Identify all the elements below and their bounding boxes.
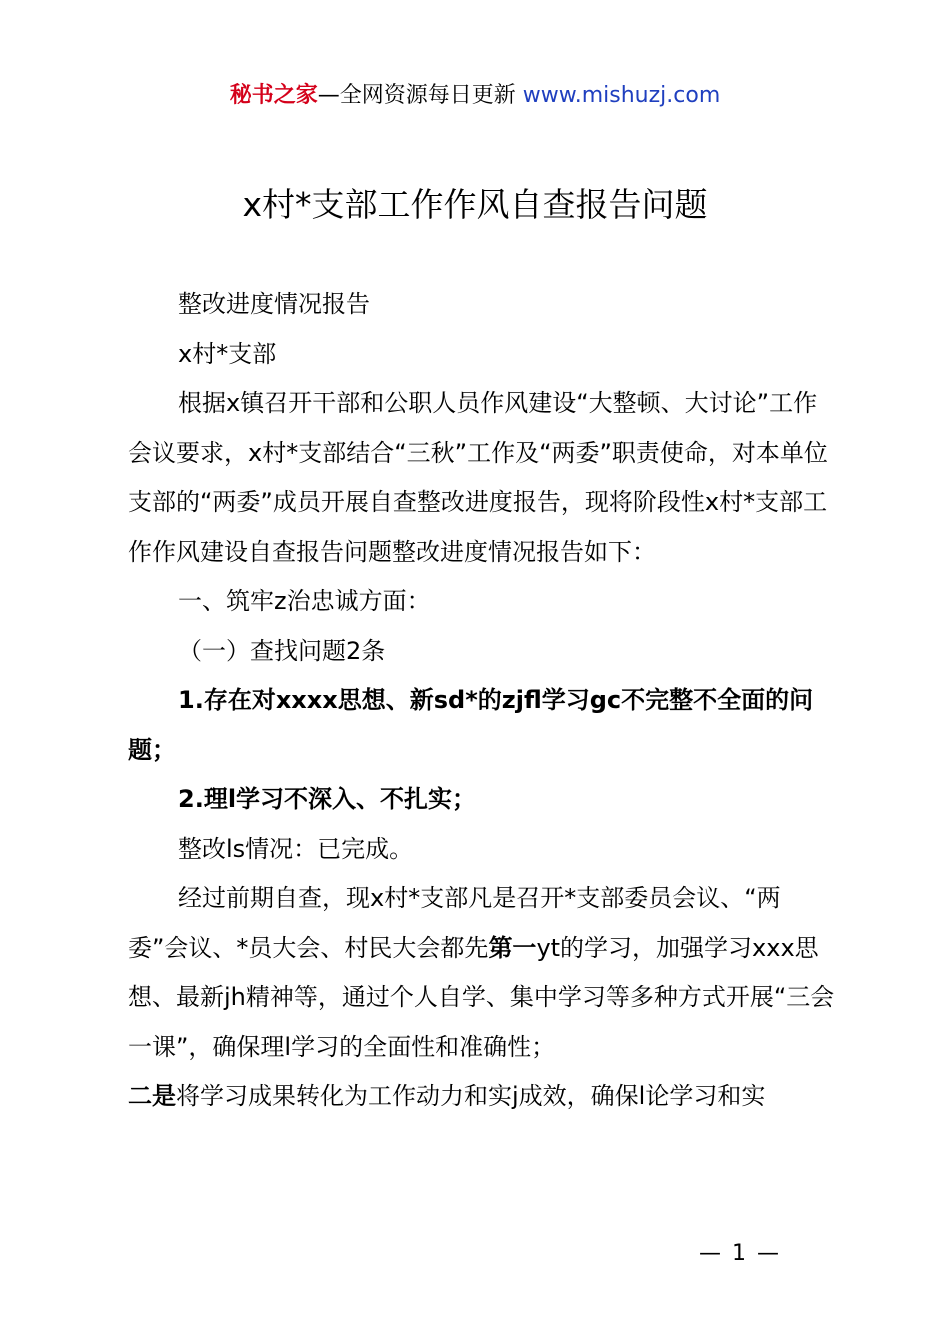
paragraph-text-1: 经过前期自查，现x村*支部凡是召开*支部委员会议、“两委”会议、*员大会、村民大会都先 xyxy=(128,884,781,962)
paragraph-text-2: yt的学习，加强学习xxx思想、最新jh精神等，通过个人自学、集中学习等多种方式开展“三会一课”，确保理l学习的全面性和准确性； xyxy=(128,933,835,1061)
site-header xyxy=(0,80,950,112)
site-url-link[interactable]: www.mishuzj.com xyxy=(522,83,721,108)
page-number: — 1 — xyxy=(699,1241,781,1266)
rectification-status: 整改ls情况：已完成。 xyxy=(178,834,414,863)
intro-paragraph: 根据x镇召开干部和公职人员作风建设“大整顿、大讨论”工作会议要求，x村*支部结合“三秋”工作及“两委”职责使命，对本单位支部的“两委”成员开展自查整改进度报告，现将阶段性x村*支部工作作风建设自查报告问题整改进度情况报告如下： xyxy=(128,389,828,566)
paragraph-emphasis-1: 第一 xyxy=(488,933,537,962)
document-title: x村*支部工作作风自查报告问题 xyxy=(242,185,708,224)
site-brand: 秘书之家 xyxy=(229,83,318,108)
issue-item-1: 1.存在对xxxx思想、新sd*的zjfl学习gc不完整不全面的问题； xyxy=(128,686,814,764)
site-slogan: —全网资源每日更新 xyxy=(317,83,523,108)
report-subtitle: 整改进度情况报告 xyxy=(178,290,370,318)
rectification-paragraph xyxy=(128,874,840,1122)
document-body xyxy=(128,280,840,1122)
section-heading: 一、筑牢z治忠诚方面： xyxy=(178,587,431,615)
report-unit: x村*支部 xyxy=(178,339,277,368)
paragraph-text-3: 将学习成果转化为工作动力和实j成效，确保l论学习和实 xyxy=(176,1082,766,1110)
issue-item-2: 2.理l学习不深入、不扎实； xyxy=(178,785,477,813)
paragraph-emphasis-2: 二是 xyxy=(128,1082,176,1110)
subsection-heading: （一）查找问题2条 xyxy=(178,636,386,665)
